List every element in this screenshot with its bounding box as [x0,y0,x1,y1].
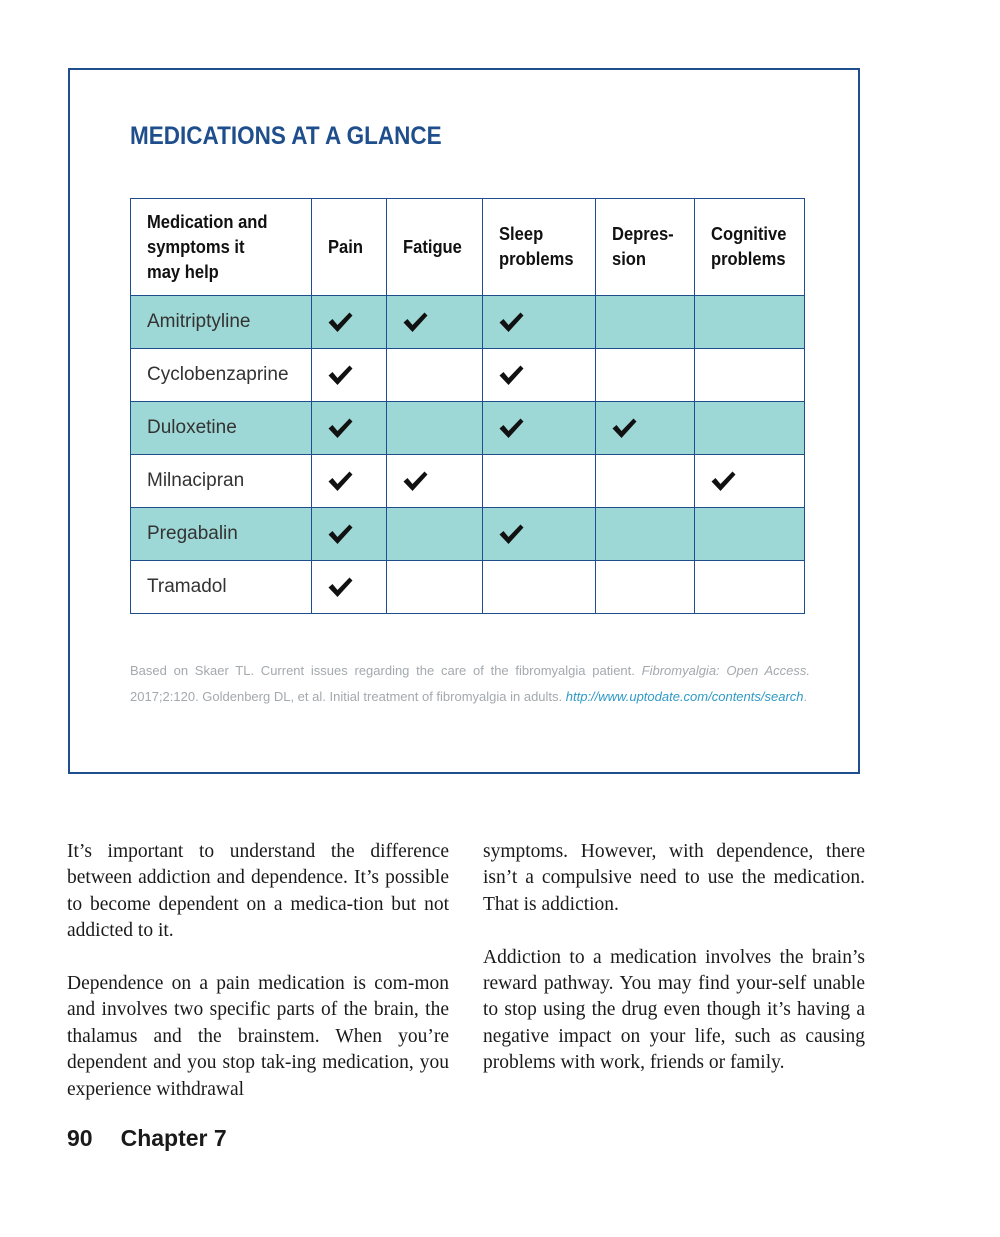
checkmark-icon [402,470,429,492]
checkmark-icon [498,311,525,333]
checkmark-icon [402,311,429,333]
header-col-3 [596,199,695,296]
source-text-1: Based on Skaer TL. Current issues regarding the care of the fibromyalgia patient. [130,663,642,678]
checkmark-icon [498,364,525,386]
table-cell [387,508,483,561]
checkmark-icon [327,576,354,598]
table-cell [312,455,387,508]
checkmark-icon [327,523,354,545]
header-col-label: Pain [328,236,363,257]
box-title: MEDICATIONS AT A GLANCE [130,122,442,150]
table-cell [387,349,483,402]
table-row [131,508,805,561]
source-citation [130,658,810,710]
table-row [131,455,805,508]
checkmark-icon [327,364,354,386]
table-cell [695,561,805,614]
table-cell [483,349,596,402]
table-cell [596,561,695,614]
table-row [131,402,805,455]
table-cell [483,402,596,455]
checkmark-icon [327,470,354,492]
table-row [131,296,805,349]
table-cell [695,296,805,349]
header-col-label: Fatigue [403,236,462,257]
body-column-left: It’s important to understand the difference between addiction and dependence. It’s possible to become dependent on a medica-tion but not addicted to it. Dependence on a pain medication is com-mon and involves two specific parts of the brain, the thalamus and the brainstem. When you’re dependent and you stop tak-ing medication, you experience withdrawal [67,841,449,1100]
table-cell [312,508,387,561]
table-row [131,349,805,402]
table-cell [596,402,695,455]
medication-name: Cyclobenzaprine [131,349,312,402]
header-col-label: Depres- sion [612,224,674,269]
table-cell [695,455,805,508]
table-cell [387,561,483,614]
table-cell [596,349,695,402]
table-cell [312,349,387,402]
source-end: . [803,689,808,704]
header-medication-label: Medication and symptoms it may help [147,211,268,282]
medication-name: Milnacipran [131,455,312,508]
header-col-label: Cognitive problems [711,224,787,269]
header-col-2 [483,199,596,296]
checkmark-icon [327,311,354,333]
header-col-1 [387,199,483,296]
table-cell [596,296,695,349]
header-col-4 [695,199,805,296]
medication-name: Pregabalin [131,508,312,561]
checkmark-icon [611,417,638,439]
table-cell [312,561,387,614]
table-cell [695,349,805,402]
checkmark-icon [327,417,354,439]
source-url-link[interactable]: http://www.uptodate.com/contents/search [565,689,804,704]
header-col-label: Sleep problems [499,224,574,269]
table-cell [695,402,805,455]
source-journal: Fibromyalgia: Open Access. [641,663,810,678]
table-cell [483,455,596,508]
table-cell [596,508,695,561]
medications-box [68,68,860,774]
table-cell [312,402,387,455]
checkmark-icon [498,417,525,439]
page-footer [67,1125,227,1152]
table-cell [695,508,805,561]
table-cell [387,455,483,508]
table-cell [312,296,387,349]
medication-name: Duloxetine [131,402,312,455]
table-cell [483,508,596,561]
table-cell [483,561,596,614]
body-column-right: symptoms. However, with dependence, there isn’t a compulsive need to use the medication. That is addiction. Addiction to a medication involves the brain’s reward pathway. You may find your-self unable to stop using the drug even though it’s having a negative impact on your life, such as causing problems with work, friends or family. [483,841,865,1074]
medication-name: Tramadol [131,561,312,614]
medication-name: Amitriptyline [131,296,312,349]
table-row [131,561,805,614]
table-cell [596,455,695,508]
chapter-label: Chapter 7 [120,1125,227,1151]
source-text-2: 2017;2:120. Goldenberg DL, et al. Initial treatment of fibromyalgia in adults. [130,689,566,704]
header-col-0 [312,199,387,296]
header-medication [131,199,312,296]
table-cell [483,296,596,349]
table-header-row [131,199,805,296]
checkmark-icon [498,523,525,545]
table-cell [387,402,483,455]
page-number: 90 [67,1125,93,1151]
checkmark-icon [710,470,737,492]
table-cell [387,296,483,349]
medications-table [130,198,805,614]
